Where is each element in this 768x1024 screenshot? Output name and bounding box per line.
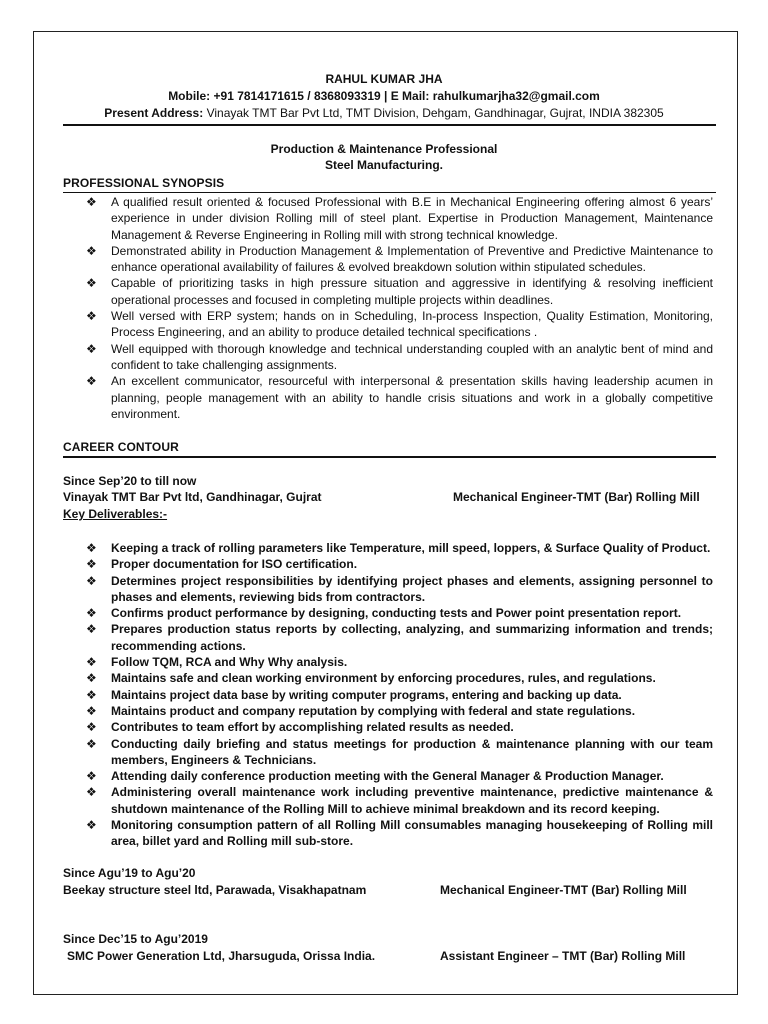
list-item-text: Confirms product performance by designing, conducting tests and Power point presentation report.	[111, 606, 682, 621]
job1-company: Vinayak TMT Bar Pvt ltd, Gandhinagar, Gujrat	[63, 490, 322, 504]
header-divider	[63, 124, 716, 126]
profile-title: Production & Maintenance Professional	[270, 142, 498, 156]
list-item-text: Monitoring consumption pattern of all Rolling Mill consumables managing housekeeping of Rolling mill area, billet yard and Rolling mill sub-store.	[111, 818, 713, 849]
list-item-text: Maintains product and company reputation by complying with federal and state regulations.	[111, 703, 636, 718]
bullet-icon: ❖	[86, 309, 97, 324]
bullet-icon: ❖	[86, 374, 97, 389]
career-heading: CAREER CONTOUR	[63, 440, 179, 454]
bullet-icon: ❖	[86, 606, 97, 621]
bullet-icon: ❖	[86, 276, 97, 291]
list-item-text: Conducting daily briefing and status meetings for production & maintenance planning with our team members, Engineers & Technicians.	[111, 736, 713, 767]
list-item-text: Maintains safe and clean working environment by enforcing procedures, rules, and regulations.	[111, 671, 656, 686]
job1-role: Mechanical Engineer-TMT (Bar) Rolling Mill	[453, 490, 700, 504]
list-item-text: Prepares production status reports by collecting, analyzing, and summarizing information and trends; recommending actions.	[111, 622, 713, 653]
bullet-icon: ❖	[86, 769, 97, 784]
bullet-icon: ❖	[86, 573, 97, 588]
list-item-text: A qualified result oriented & focused Professional with B.E in Mechanical Engineering offering almost 6 years’ experience in under division Rolling mill of steel plant. Expertise in Production Management, Maintenance Management & Reverse Engineering in Rolling mill with strong technical knowledge.	[111, 195, 713, 242]
list-item	[63, 736, 713, 769]
bullet-icon: ❖	[86, 557, 97, 572]
bullet-icon: ❖	[86, 703, 97, 718]
list-item	[63, 341, 713, 374]
list-item	[63, 373, 713, 422]
list-item	[63, 194, 713, 243]
synopsis-heading: PROFESSIONAL SYNOPSIS	[63, 176, 225, 190]
deliverables-label: Key Deliverables:-	[63, 507, 168, 521]
synopsis-list	[63, 194, 713, 422]
synopsis-divider	[63, 192, 716, 193]
list-item-text: Proper documentation for ISO certification.	[111, 557, 358, 572]
contact-line: Mobile: +91 7814171615 / 8368093319 | E Mail: rahulkumarjha32@gmail.com	[168, 89, 600, 103]
list-item	[63, 605, 713, 621]
list-item	[63, 540, 713, 556]
bullet-icon: ❖	[86, 687, 97, 702]
bullet-icon: ❖	[86, 243, 97, 258]
list-item	[63, 784, 713, 817]
bullet-icon: ❖	[86, 655, 97, 670]
bullet-icon: ❖	[86, 622, 97, 637]
address-label: Present Address:	[104, 106, 204, 120]
list-item	[63, 243, 713, 276]
bullet-icon: ❖	[86, 818, 97, 833]
job3-company: SMC Power Generation Ltd, Jharsuguda, Orissa India.	[67, 949, 376, 963]
list-item-text: Determines project responsibilities by identifying project phases and elements, assigning personnel to phases and elements, reviewing bids from contractors.	[111, 573, 713, 604]
career-divider	[63, 456, 716, 458]
job1-period-text: Since Sep’20 to till now	[63, 474, 197, 488]
list-item	[63, 308, 713, 341]
list-item-text: An excellent communicator, resourceful with interpersonal & presentation skills having leadership acumen in planning, people management with an ability to handle crisis situations and work in a globally competitive environment.	[111, 374, 713, 421]
address-line	[0, 106, 768, 120]
list-item	[63, 621, 713, 654]
list-item	[63, 817, 713, 850]
bullet-icon: ❖	[86, 720, 97, 735]
bullet-icon: ❖	[86, 541, 97, 555]
list-item-text: Well equipped with thorough knowledge and technical understanding coupled with an analytic bent of mind and confident to take challenging assignments.	[111, 341, 713, 372]
bullet-icon: ❖	[86, 195, 97, 209]
job2-period-text: Since Agu’19 to Agu’20	[63, 866, 196, 880]
list-item-text: Maintains project data base by writing computer programs, entering and backing up data.	[111, 687, 622, 702]
list-item-text: Capable of prioritizing tasks in high pressure situation and aggressive in identifying & resolving inefficient operational processes and focused in completing multiple projects within deadlines.	[111, 276, 713, 307]
list-item-text: Demonstrated ability in Production Management & Implementation of Preventive and Predictive Maintenance to enhance operational availability of failures & evolved breakdown solution within stipulated schedules.	[111, 243, 713, 275]
bullet-icon: ❖	[86, 785, 97, 800]
list-item-text: Keeping a track of rolling parameters like Temperature, mill speed, loppers, & Surface Quality of Product.	[111, 541, 711, 555]
list-item	[63, 768, 713, 784]
list-item	[63, 654, 713, 670]
profile-subtitle: Steel Manufacturing.	[324, 158, 443, 172]
list-item-text: Well versed with ERP system; hands on in Scheduling, In-process Inspection, Quality Estimation, Monitoring, Process Engineering, and an ability to produce detailed technical specifications .	[111, 309, 713, 340]
job1-deliverables-list	[63, 540, 713, 850]
bullet-icon: ❖	[86, 736, 97, 751]
candidate-name: RAHUL KUMAR JHA	[325, 72, 443, 86]
job3-role: Assistant Engineer – TMT (Bar) Rolling Mill	[440, 949, 686, 963]
list-item	[63, 556, 713, 572]
list-item	[63, 670, 713, 686]
job3-period-text: Since Dec’15 to Agu’2019	[63, 932, 208, 946]
list-item	[63, 719, 713, 735]
bullet-icon: ❖	[86, 341, 97, 356]
list-item-text: Contributes to team effort by accomplishing related results as needed.	[111, 720, 514, 735]
list-item-text: Attending daily conference production meeting with the General Manager & Production Manager.	[111, 769, 664, 784]
job2-role: Mechanical Engineer-TMT (Bar) Rolling Mill	[440, 883, 687, 897]
list-item	[63, 275, 713, 308]
job2-company: Beekay structure steel ltd, Parawada, Visakhapatnam	[63, 883, 367, 897]
bullet-icon: ❖	[86, 671, 97, 686]
list-item-text: Follow TQM, RCA and Why Why analysis.	[111, 655, 348, 670]
address-text: Vinayak TMT Bar Pvt Ltd, TMT Division, Dehgam, Gandhinagar, Gujrat, INDIA 382305	[206, 106, 664, 120]
list-item	[63, 703, 713, 719]
list-item-text: Administering overall maintenance work including preventive maintenance, predictive maintenance & shutdown maintenance of the Rolling Mill to achieve minimal breakdown and its record keeping.	[111, 785, 713, 816]
list-item	[63, 687, 713, 703]
list-item	[63, 573, 713, 606]
